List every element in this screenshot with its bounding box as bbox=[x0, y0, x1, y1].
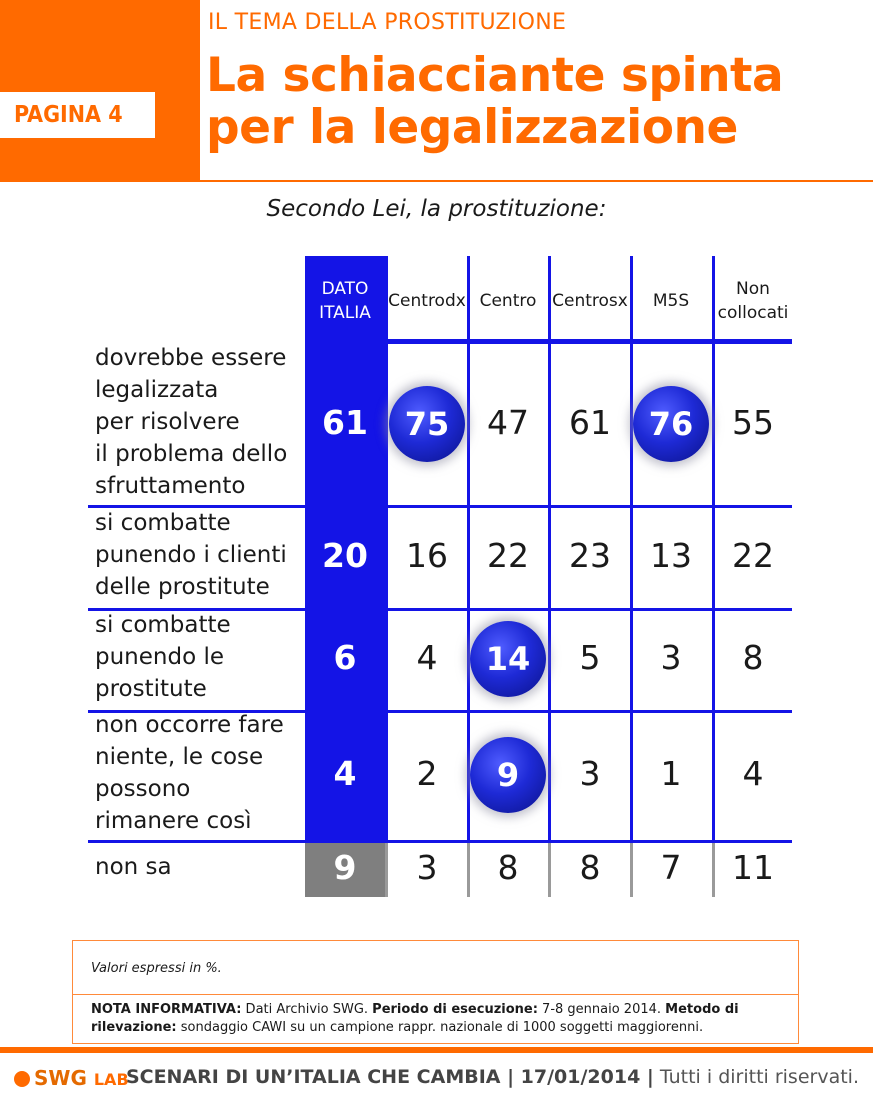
column-header-line: Centro bbox=[479, 291, 537, 311]
row-label bbox=[95, 342, 287, 502]
dato-italia-value: 9 bbox=[333, 847, 357, 887]
table-cell: 23 bbox=[569, 535, 611, 575]
survey-question: Secondo Lei, la prostituzione: bbox=[266, 196, 607, 222]
column-header-centrosx bbox=[545, 289, 635, 313]
table-cell: 4 bbox=[742, 754, 764, 793]
table-cell: 47 bbox=[487, 402, 529, 442]
info-text-period: 7-8 gennaio 2014. bbox=[537, 1002, 666, 1017]
row-label bbox=[95, 609, 231, 705]
notes-box bbox=[72, 940, 799, 1044]
title-line-2: per la legalizzazione bbox=[206, 100, 738, 155]
row-label-line: per risolvere bbox=[95, 408, 240, 435]
highlight-bubble: 14 bbox=[470, 621, 546, 697]
row-label-line: delle prostitute bbox=[95, 573, 270, 600]
table-cell: 61 bbox=[569, 402, 611, 442]
highlight-bubble: 75 bbox=[389, 386, 465, 462]
table-cell: 4 bbox=[416, 638, 438, 677]
row-label-line: legalizzata bbox=[95, 376, 219, 403]
page-tag: PAGINA 4 bbox=[0, 92, 155, 138]
table-cell: 55 bbox=[732, 402, 774, 442]
row-label-line: il problema dello bbox=[95, 440, 288, 467]
column-header-line: Centrodx bbox=[388, 291, 466, 311]
swg-logo-icon bbox=[14, 1071, 30, 1087]
table-cell: 5 bbox=[579, 638, 601, 677]
row-label-line: si combatte bbox=[95, 612, 231, 638]
footer-bar bbox=[0, 1047, 873, 1053]
column-header-line: DATO bbox=[321, 279, 369, 299]
column-header-line: M5S bbox=[652, 291, 690, 311]
highlight-bubble: 76 bbox=[633, 386, 709, 462]
title-line-1: La schiacciante spinta bbox=[206, 48, 784, 103]
row-label-line: rimanere così bbox=[95, 808, 252, 834]
row-divider bbox=[88, 840, 792, 843]
row-label bbox=[95, 851, 172, 883]
swg-lab-logo bbox=[14, 1066, 129, 1090]
table-cell: 1 bbox=[660, 754, 682, 793]
column-header-line: ITALIA bbox=[319, 303, 371, 323]
table-cell: 8 bbox=[742, 638, 764, 677]
table-cell: 13 bbox=[650, 535, 692, 575]
column-header-m5s bbox=[626, 289, 716, 313]
table-cell: 3 bbox=[579, 754, 601, 793]
table-cell: 3 bbox=[416, 847, 438, 887]
dato-italia-value: 20 bbox=[322, 535, 368, 575]
row-label-line: sfruttamento bbox=[95, 472, 246, 499]
logo-main: SWG bbox=[34, 1066, 87, 1090]
table-cell: 2 bbox=[416, 754, 438, 793]
column-header-line: Centrosx bbox=[552, 291, 628, 311]
table-cell: 8 bbox=[579, 847, 601, 887]
info-label-method: Metodo di rilevazione: bbox=[91, 1002, 739, 1035]
topic-label: IL TEMA DELLA PROSTITUZIONE bbox=[208, 10, 567, 35]
dato-italia-value: 4 bbox=[333, 754, 357, 793]
dato-italia-value: 6 bbox=[333, 638, 357, 677]
info-text-source: Dati Archivio SWG. bbox=[241, 1002, 373, 1017]
column-header-centrodx bbox=[382, 289, 472, 313]
column-header-line: Non bbox=[736, 279, 770, 299]
table-cell: 7 bbox=[660, 847, 682, 887]
row-label-line: si combatte bbox=[95, 509, 231, 536]
column-header-line: collocati bbox=[717, 303, 789, 323]
table-cell: 3 bbox=[660, 638, 682, 677]
notes-divider bbox=[73, 994, 798, 995]
table-cell: 22 bbox=[487, 535, 529, 575]
table-cell: 8 bbox=[497, 847, 519, 887]
logo-sub: LAB bbox=[93, 1070, 129, 1089]
info-label-source: NOTA INFORMATIVA: bbox=[91, 1002, 242, 1017]
table-cell: 16 bbox=[406, 535, 448, 575]
table-cell: 11 bbox=[732, 847, 774, 887]
info-label-period: Periodo di esecuzione: bbox=[372, 1002, 538, 1017]
info-text-method: sondaggio CAWI su un campione rappr. nazionale di 1000 soggetti maggiorenni. bbox=[176, 1020, 704, 1035]
row-label bbox=[95, 709, 284, 837]
row-label-line: punendo i clienti bbox=[95, 541, 287, 568]
rights-text: Tutti i diritti riservati. bbox=[653, 1066, 859, 1088]
column-header-dato-italia bbox=[300, 277, 390, 325]
dato-italia-value: 61 bbox=[322, 402, 368, 442]
row-label-line: non occorre fare bbox=[95, 712, 284, 738]
row-label-line: possono bbox=[95, 776, 191, 802]
highlight-bubble: 9 bbox=[470, 737, 546, 813]
header-underline bbox=[385, 339, 792, 344]
table-cell: 22 bbox=[732, 535, 774, 575]
row-label-line: punendo le bbox=[95, 644, 225, 670]
column-header-non-collocati bbox=[708, 277, 798, 325]
unit-note: Valori espressi in %. bbox=[91, 961, 222, 976]
column-header-centro bbox=[463, 289, 553, 313]
row-label bbox=[95, 507, 287, 603]
footer-credits bbox=[126, 1066, 859, 1088]
info-note bbox=[91, 1001, 781, 1037]
row-label-line: non sa bbox=[95, 853, 172, 880]
series-title: SCENARI DI UN’ITALIA CHE CAMBIA | 17/01/2014 | bbox=[125, 1066, 654, 1088]
row-label-line: dovrebbe essere bbox=[95, 344, 287, 371]
row-label-line: prostitute bbox=[95, 676, 207, 702]
row-label-line: niente, le cose bbox=[95, 744, 264, 770]
